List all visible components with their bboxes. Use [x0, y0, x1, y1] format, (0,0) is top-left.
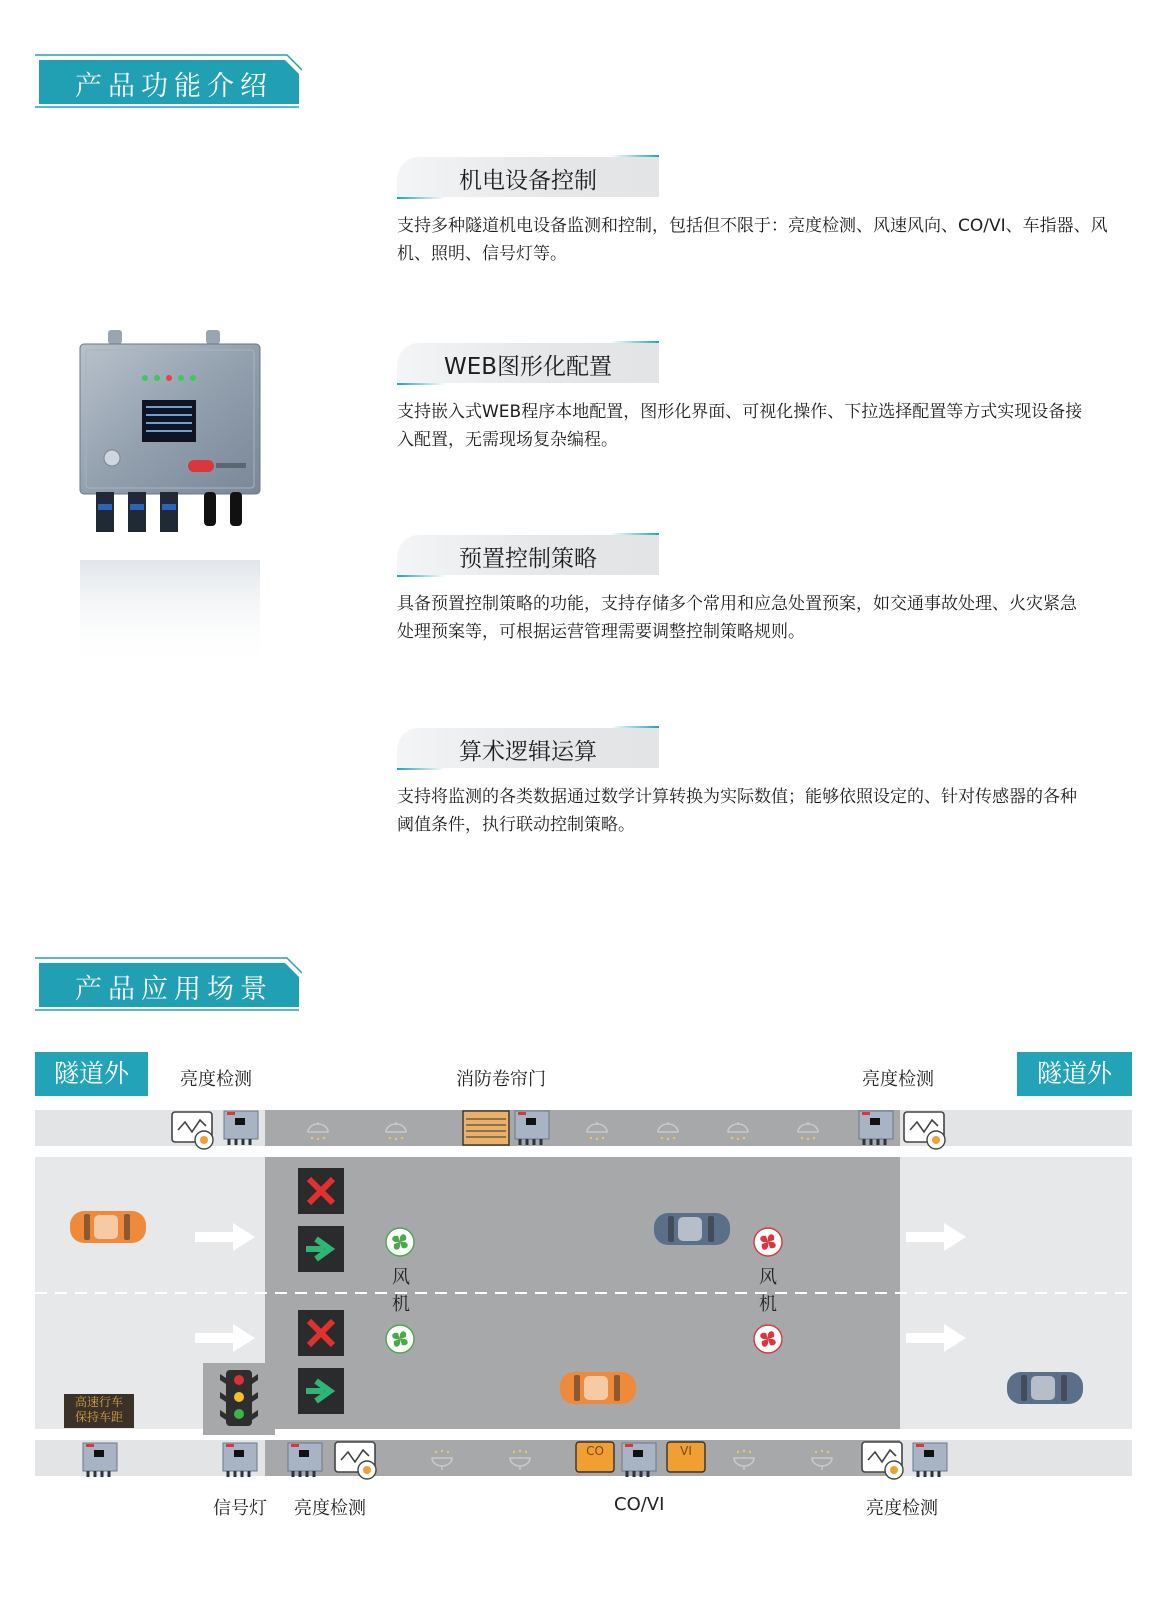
feature-heading-2 [397, 343, 659, 383]
section-banner-features [35, 52, 302, 108]
vi-sensor-label: VI [680, 1444, 692, 1458]
feature-heading-3 [397, 535, 659, 575]
tunnel-outside-left-label: 隧道外 [35, 1052, 148, 1096]
section-banner-scenarios [35, 955, 302, 1011]
fan-label-right-1: 风 [759, 1267, 777, 1288]
feature-title: 机电设备控制 [459, 168, 597, 194]
tunnel-outside-right-label: 隧道外 [1017, 1052, 1132, 1096]
fan-label-left-2: 机 [392, 1294, 410, 1315]
label-brightness-bottom-right: 亮度检测 [866, 1498, 938, 1519]
fan-label-right-2: 机 [759, 1294, 777, 1315]
feature-text-line: 阈值条件，执行联动控制策略。 [397, 815, 635, 835]
feature-title: WEB图形化配置 [443, 354, 613, 380]
feature-text-line: 支持嵌入式WEB程序本地配置，图形化界面、可视化操作、下拉选择配置等方式实现设备接 [397, 402, 1083, 422]
feature-heading-1 [397, 157, 659, 197]
co-sensor-label: CO [586, 1444, 604, 1458]
section-title: 产品功能介绍 [75, 71, 273, 102]
tunnel-road-diagram [0, 1100, 1167, 1500]
label-fire-shutter: 消防卷帘门 [456, 1069, 546, 1090]
label-signal-light: 信号灯 [213, 1498, 267, 1519]
feature-body-1 [397, 212, 1132, 268]
feature-text-line: 机、照明、信号灯等。 [397, 244, 567, 264]
sign-line: 保持车距 [74, 1410, 123, 1424]
sign-line: 高速行车 [74, 1395, 123, 1409]
controller-device-image [60, 300, 280, 680]
feature-body-4 [397, 783, 1132, 839]
label-brightness-top-left: 亮度检测 [180, 1069, 252, 1090]
feature-text-line: 入配置，无需现场复杂编程。 [397, 430, 618, 450]
feature-title: 预置控制策略 [459, 546, 597, 572]
feature-heading-4 [397, 728, 659, 768]
feature-text-line: 具备预置控制策略的功能，支持存储多个常用和应急处置预案，如交通事故处理、火灾紧急 [397, 594, 1077, 614]
feature-title: 算术逻辑运算 [459, 739, 597, 765]
feature-text-line: 支持将监测的各类数据通过数学计算转换为实际数值；能够依照设定的、针对传感器的各种 [397, 787, 1077, 807]
fan-label-left-1: 风 [392, 1267, 410, 1288]
feature-body-3 [397, 590, 1132, 646]
feature-text-line: 支持多种隧道机电设备监测和控制，包括但不限于：亮度检测、风速风向、CO/VI、车指器、风 [397, 216, 1108, 236]
section-title: 产品应用场景 [75, 974, 273, 1005]
label-brightness-top-right: 亮度检测 [862, 1069, 934, 1090]
feature-text-line: 处理预案等，可根据运营管理需要调整控制策略规则。 [397, 622, 805, 642]
label-covi: CO/VI [614, 1494, 665, 1515]
feature-body-2 [397, 398, 1132, 454]
variable-message-sign [64, 1395, 134, 1425]
label-brightness-bottom-left: 亮度检测 [294, 1498, 366, 1519]
